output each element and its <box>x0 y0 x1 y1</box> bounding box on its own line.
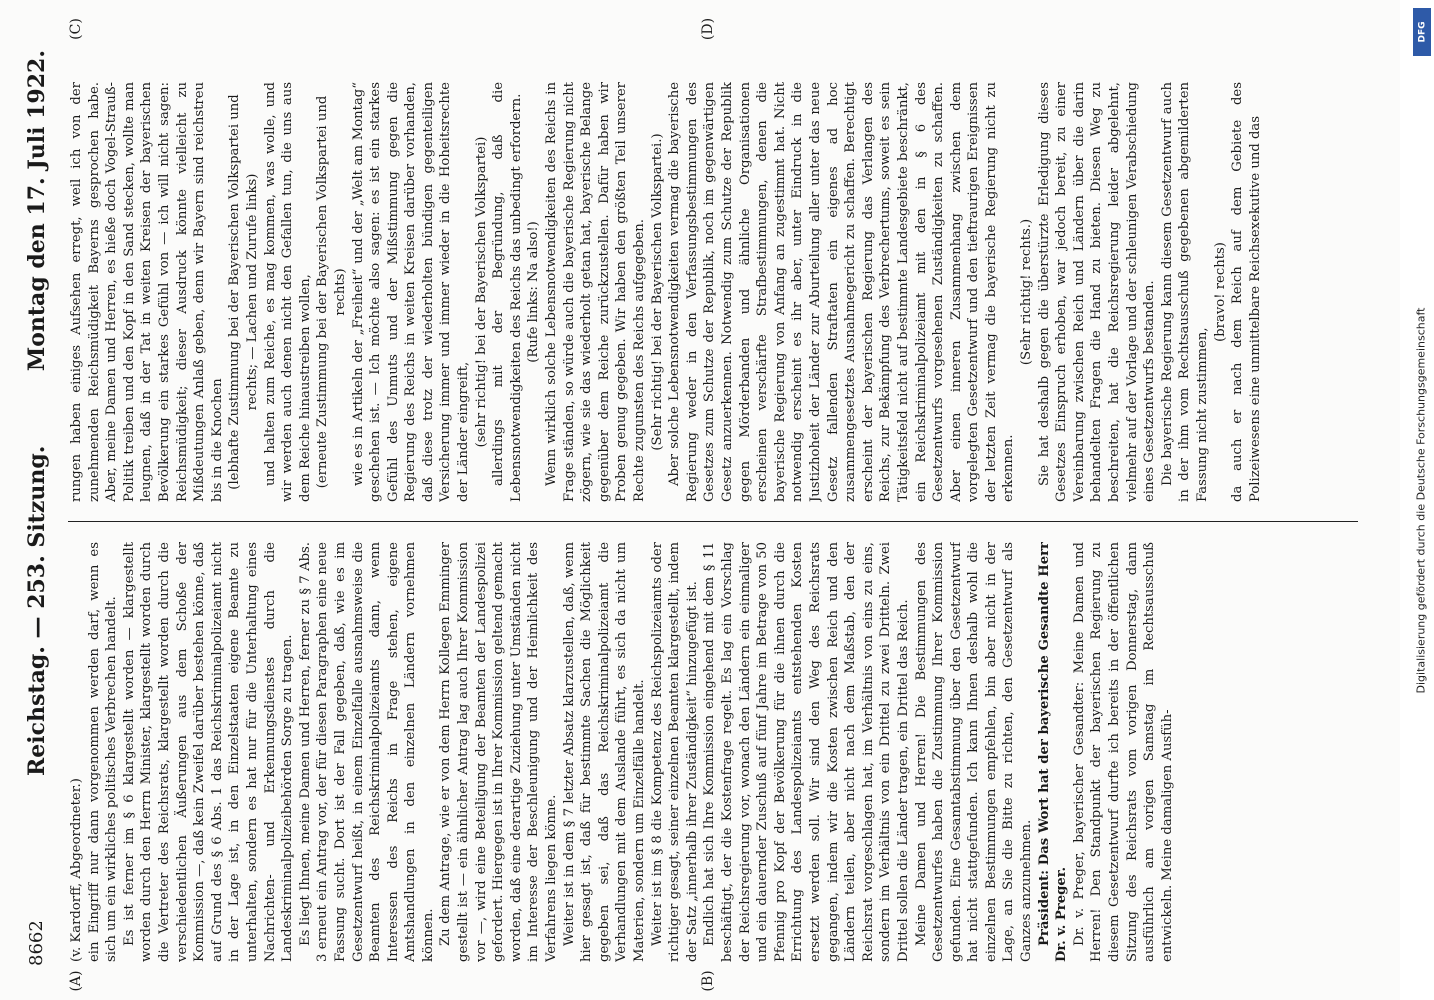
interjection: (lebhafte Zustimmung bei der Bayerischen Volkspartei und rechts; — Lachen und Zurufe links) <box>227 94 260 490</box>
digitization-note <box>1410 8 1432 992</box>
interjection: (Sehr richtig! rechts.) <box>1019 218 1035 366</box>
paragraph: Zu dem Antrage, wie er von dem Herrn Kollegen Emminger gestellt ist — ein ähnlicher Antrag lag auch Ihrer Kommission vor —, wird eine Beteiligung der Beamten der Landespolizei gefordert. Hiergegen ist in Ihrer Kommission geltend gemacht worden, daß eine derartige Zuziehung unter Umständen nicht im Interesse der Beschleunigung und der Heimlichkeit des Verfahrens liegen könne. <box>438 542 560 962</box>
paragraph: Weiter ist im § 8 die Kompetenz des Reichspolizeiamts oder richtiger gesagt, seiner einzelnen Beamten klargestellt, indem der Satz „innerhalb ihrer Zuständigkeit“ hinzugefügt ist. <box>649 542 700 962</box>
digitization-note-text: Digitalisierung gefördert durch die Deutsche Forschungsgemeinschaft <box>1414 307 1428 693</box>
paragraph: allerdings mit der Begründung, daß die Lebensnotwendigkeiten des Reichs das unbedingt erfordern. <box>491 82 524 502</box>
margin-marker-a: (A) <box>68 970 84 992</box>
interjection: (Sehr richtig! bei der Bayerischen Volkspartei.) <box>649 133 665 451</box>
interjection: (erneute Zustimmung bei der Bayerischen Volkspartei und rechts) <box>315 95 348 489</box>
header-date: Montag den 17. Juli 1922. <box>24 50 50 372</box>
paragraph: Aber solche Lebensnotwendigkeiten vermag die bayerische Regierung weder in den Verfassungsbestimmungen des Gesetzes zum Schutze der Republik, noch im gegenwärtigen Gesetz anzuerkennen. Notwendig zum Schutze der Republik gegen Mörderbanden und ähnliche Organisationen erscheinen verschärfte Strafbestimmungen, denen die bayerische Regierung von Anfang an zugestimmt hat. Nicht notwendig erscheint es ihr aber, unter Eindruck in die Justizhoheit der Länder zur Aburteilung aller unter das neue Gesetz fallenden Straftaten ein eigenes ad hoc zusammengesetztes Ausnahmegericht zu schaffen. Berechtigt erscheint der bayerischen Regierung das Verlangen des Reichs, zur Bekämpfung des Verbrechertums, soweit es sein Tätigkeitsfeld nicht auf bestimmte Landesgebiete beschränkt, ein Reichskriminalpolizeiamt mit den in § 6 des Gesetzentwurfs vorgesehenen Zuständigkeiten zu schaffen. Aber einen inneren Zusammenhang zwischen dem vorgelegten Gesetzentwurf und den tieftraurigen Ereignissen der letzten Zeit vermag die bayerische Regierung nicht zu erkennen. <box>667 82 1017 502</box>
interjection: (bravo! rechts) <box>1212 242 1228 342</box>
paragraph: wie es in Artikeln der „Freiheit“ und der „Welt am Montag“ geschehen ist. — Ich möchte also sagen: es ist ein starkes Gefühl des Unmuts und der Mißstimmung gegen die Regierung des Reichs in weiten Kreisen darüber vorhanden, daß diese trotz der wiederholten bündigen gegenteiligen Versicherung immer und immer wieder in die Hoheitsrechte der Länder eingreift, <box>350 82 472 502</box>
paragraph: Meine Damen und Herren! Die Bestimmungen des Gesetzentwurfes haben die Zustimmung Ihrer Kommission gefunden. Eine Gesamtabstimmung über den Gesetzentwurf hat nicht stattgefunden. Ich kann Ihnen deshalb wohl die einzelnen Bestimmungen empfehlen, bin aber nicht in der Lage, an Sie die Bitte zu richten, den Gesetzentwurf als Ganzes anzunehmen. <box>913 542 1035 962</box>
paragraph: da auch er nach dem Reich auf dem Gebiete des Polizeiwesens eine unmittelbare Reichsexekutive und das <box>1230 82 1263 502</box>
column-divider <box>68 521 1358 522</box>
paragraph: Es ist ferner im § 6 klargestellt worden — klargestellt worden durch den Herrn Minister, klargestellt worden durch die Vertreter des Reichsrats, klargestellt worden durch die verschiedentlichen Äußerungen aus dem Schoße der Kommission —, daß kein Zweifel darüber bestehen könne, daß auf Grund des § 6 Abs. 1 das Reichskriminalpolizeiamt nicht in der Lage ist, in den Einzelstaaten eigene Beamte zu unterhalten, sondern es hat nur für die Unterhaltung eines Nachrichten- und Erkennungsdienstes durch die Landeskriminalpolizeibehörden Sorge zu tragen. <box>121 542 296 962</box>
paragraph: Wenn wirklich solche Lebensnotwendigkeiten des Reichs in Frage ständen, so würde auch die bayerische Regierung nicht zögern, wie sie das wiederholt getan hat, bayerische Belange gegenüber dem Reiche zurückzustellen. Dafür haben wir Proben genug gegeben. Wir haben den größten Teil unserer Rechte zugunsten des Reichs aufgegeben. <box>544 82 647 502</box>
right-text-column <box>68 82 1358 502</box>
paragraph: und halten zum Reiche, es mag kommen, was wolle, und wir werden auch denen nicht den Gefallen tun, die uns aus dem Reiche hinaustreiben wollen, <box>262 82 313 502</box>
page-number: 8662 <box>26 920 47 966</box>
paragraph: Es liegt Ihnen, meine Damen und Herren, ferner zu § 7 Abs. 3 erneut ein Antrag vor, der für diesen Paragraphen eine neue Fassung sucht. Dort ist der Fall gegeben, daß, wie es im Gesetzentwurf heißt, in einem Einzelfalle ausnahmsweise die Beamten des Reichskriminalpolizeiamts dann, wenn Interessen des Reichs in Frage stehen, eigene Amtshandlungen in den einzelnen Ländern vornehmen können. <box>297 542 436 962</box>
paragraph: ein Eingriff nur dann vorgenommen werden darf, wenn es sich um ein wirkliches politisches Verbrechen handelt. <box>86 542 120 962</box>
margin-marker-d: (D) <box>700 17 716 41</box>
paragraph: Dr. v. Preger, bayerischer Gesandter: Meine Damen und Herren! Den Standpunkt der bayerischen Regierung zu diesem Gesetzentwurf durfte ich bereits in der öffentlichen Sitzung des Reichsrats vom vorigen Donnerstag, dann ausführlich am vorigen Samstag im Rechtsausschuß entwickeln. Meine damaligen Ausfüh- <box>1071 542 1175 962</box>
margin-marker-b: (B) <box>700 970 716 992</box>
page-header <box>24 30 56 966</box>
speaker-paragraph: Präsident: Das Wort hat der bayerische Gesandte Herr Dr. v. Preger. <box>1036 542 1070 962</box>
interjection: (Rufe links: Na also!) <box>526 221 542 363</box>
paragraph: rungen haben einiges Aufsehen erregt, weil ich von der zunehmenden Reichsmüdigkeit Bayerns gesprochen habe. Aber, meine Damen und Herren, es hieße doch Vogel-Strauß-Politik treiben und den Kopf in den Sand stecken, wollte man leugnen, daß in der Tat in weiten Kreisen der bayerischen Bevölkerung ein starkes Gefühl von — ich will nicht sagen: Reichsmüdigkeit; dieser Ausdruck könnte vielleicht zu Mißdeutungen Anlaß geben, denn wir Bayern sind reichstreu bis in die Knochen <box>69 82 225 502</box>
paragraph: Sie hat deshalb gegen die überstürzte Erledigung dieses Gesetzes Einspruch erhoben, war jedoch bereit, zu einer Vereinbarung zwischen Reich und Ländern über die darin behandelten Fragen die Hand zu bieten. Diesen Weg zu beschreiten, hat die Reichsregierung leider abgelehnt, vielmehr auf der Vorlage und der schleunigen Verabschiedung eines Gesetzentwurfs bestanden. <box>1036 82 1158 502</box>
margin-marker-c: (C) <box>68 18 84 40</box>
paragraph: (v. Kardorff, Abgeordneter.) <box>69 778 84 962</box>
paragraph: Endlich hat sich Ihre Kommission eingehend mit dem § 11 beschäftigt, der die Kostenfrage regelt. Es lag ein Vorschlag der Reichsregierung vor, wonach den Ländern ein einmaliger und ein dauernder Zuschuß auf fünf Jahre im Betrage von 50 Pfennig pro Kopf der Bevölkerung für die ihnen durch die Errichtung des Landespolizeiamts entstehenden Kosten ersetzt werden soll. Wir sind den Weg des Reichsrats gegangen, indem wir die Kosten zwischen Reich und den Ländern teilen, aber nicht nach dem Maßstab, den der Reichsrat vorgeschlagen hat, im Verhältnis von eins zu eins, sondern im Verhältnis von ein Drittel zu zwei Dritteln. Zwei Drittel sollen die Länder tragen, ein Drittel das Reich. <box>702 542 911 962</box>
paragraph: Weiter ist in dem § 7 letzter Absatz klarzustellen, daß, wenn hier gesagt ist, daß für bestimmte Sachen die Möglichkeit gegeben sei, daß das Reichskriminalpolizeiamt die Verhandlungen mit dem Auslande führt, es sich da nicht um Materien, sondern um Einzelfälle handelt. <box>561 542 647 962</box>
dfg-logo <box>1413 8 1431 56</box>
left-text-column <box>68 542 1358 962</box>
header-title: Reichstag. — 253. Sitzung. <box>24 445 50 776</box>
interjection: (sehr richtig! bei der Bayerischen Volkspartei) <box>473 136 489 448</box>
dfg-logo-text: DFG <box>1417 21 1428 43</box>
paragraph: Die bayerische Regierung kann diesem Gesetzentwurf auch in der ihm vom Rechtsausschuß gegebenen abgemilderten Fassung nicht zustimmen, <box>1159 82 1210 502</box>
